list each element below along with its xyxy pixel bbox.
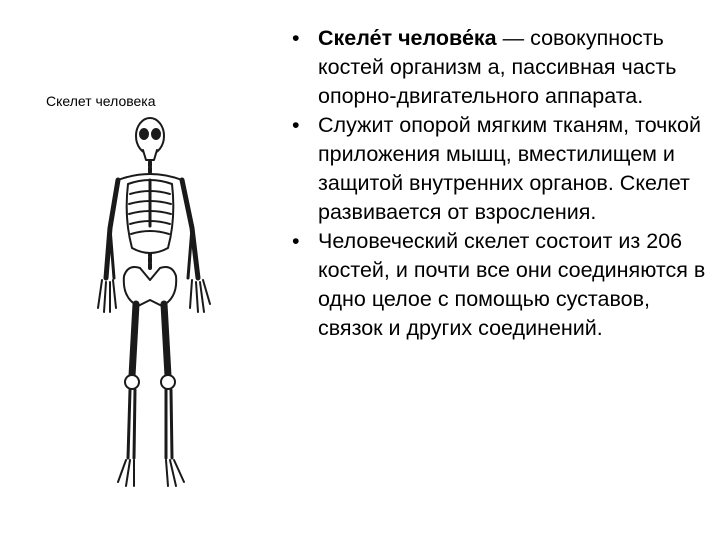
bullet-item-composition xyxy=(290,227,710,343)
bullet-text: Служит опорой мягким тканям, точкой приложения мышц, вместилищем и защитой внутренних органов. Скелет развивается от взросления. xyxy=(318,113,702,224)
bullet-text: — совокупность костей организм а, пассивная часть опорно-двигательного аппарата. xyxy=(318,26,677,108)
bullet-list xyxy=(290,24,710,343)
bullet-item-function xyxy=(290,111,710,227)
skeleton-illustration-icon xyxy=(88,108,248,498)
bullet-text: Человеческий скелет состоит из 206 костей, и почти все они соединяются в одно целое с помощью суставов, связок и других соединений. xyxy=(318,229,706,340)
figure-caption: Скелет человека xyxy=(46,93,156,109)
bullet-term: Скеле́т челове́ка xyxy=(318,26,497,50)
bullet-item-definition xyxy=(290,24,710,111)
